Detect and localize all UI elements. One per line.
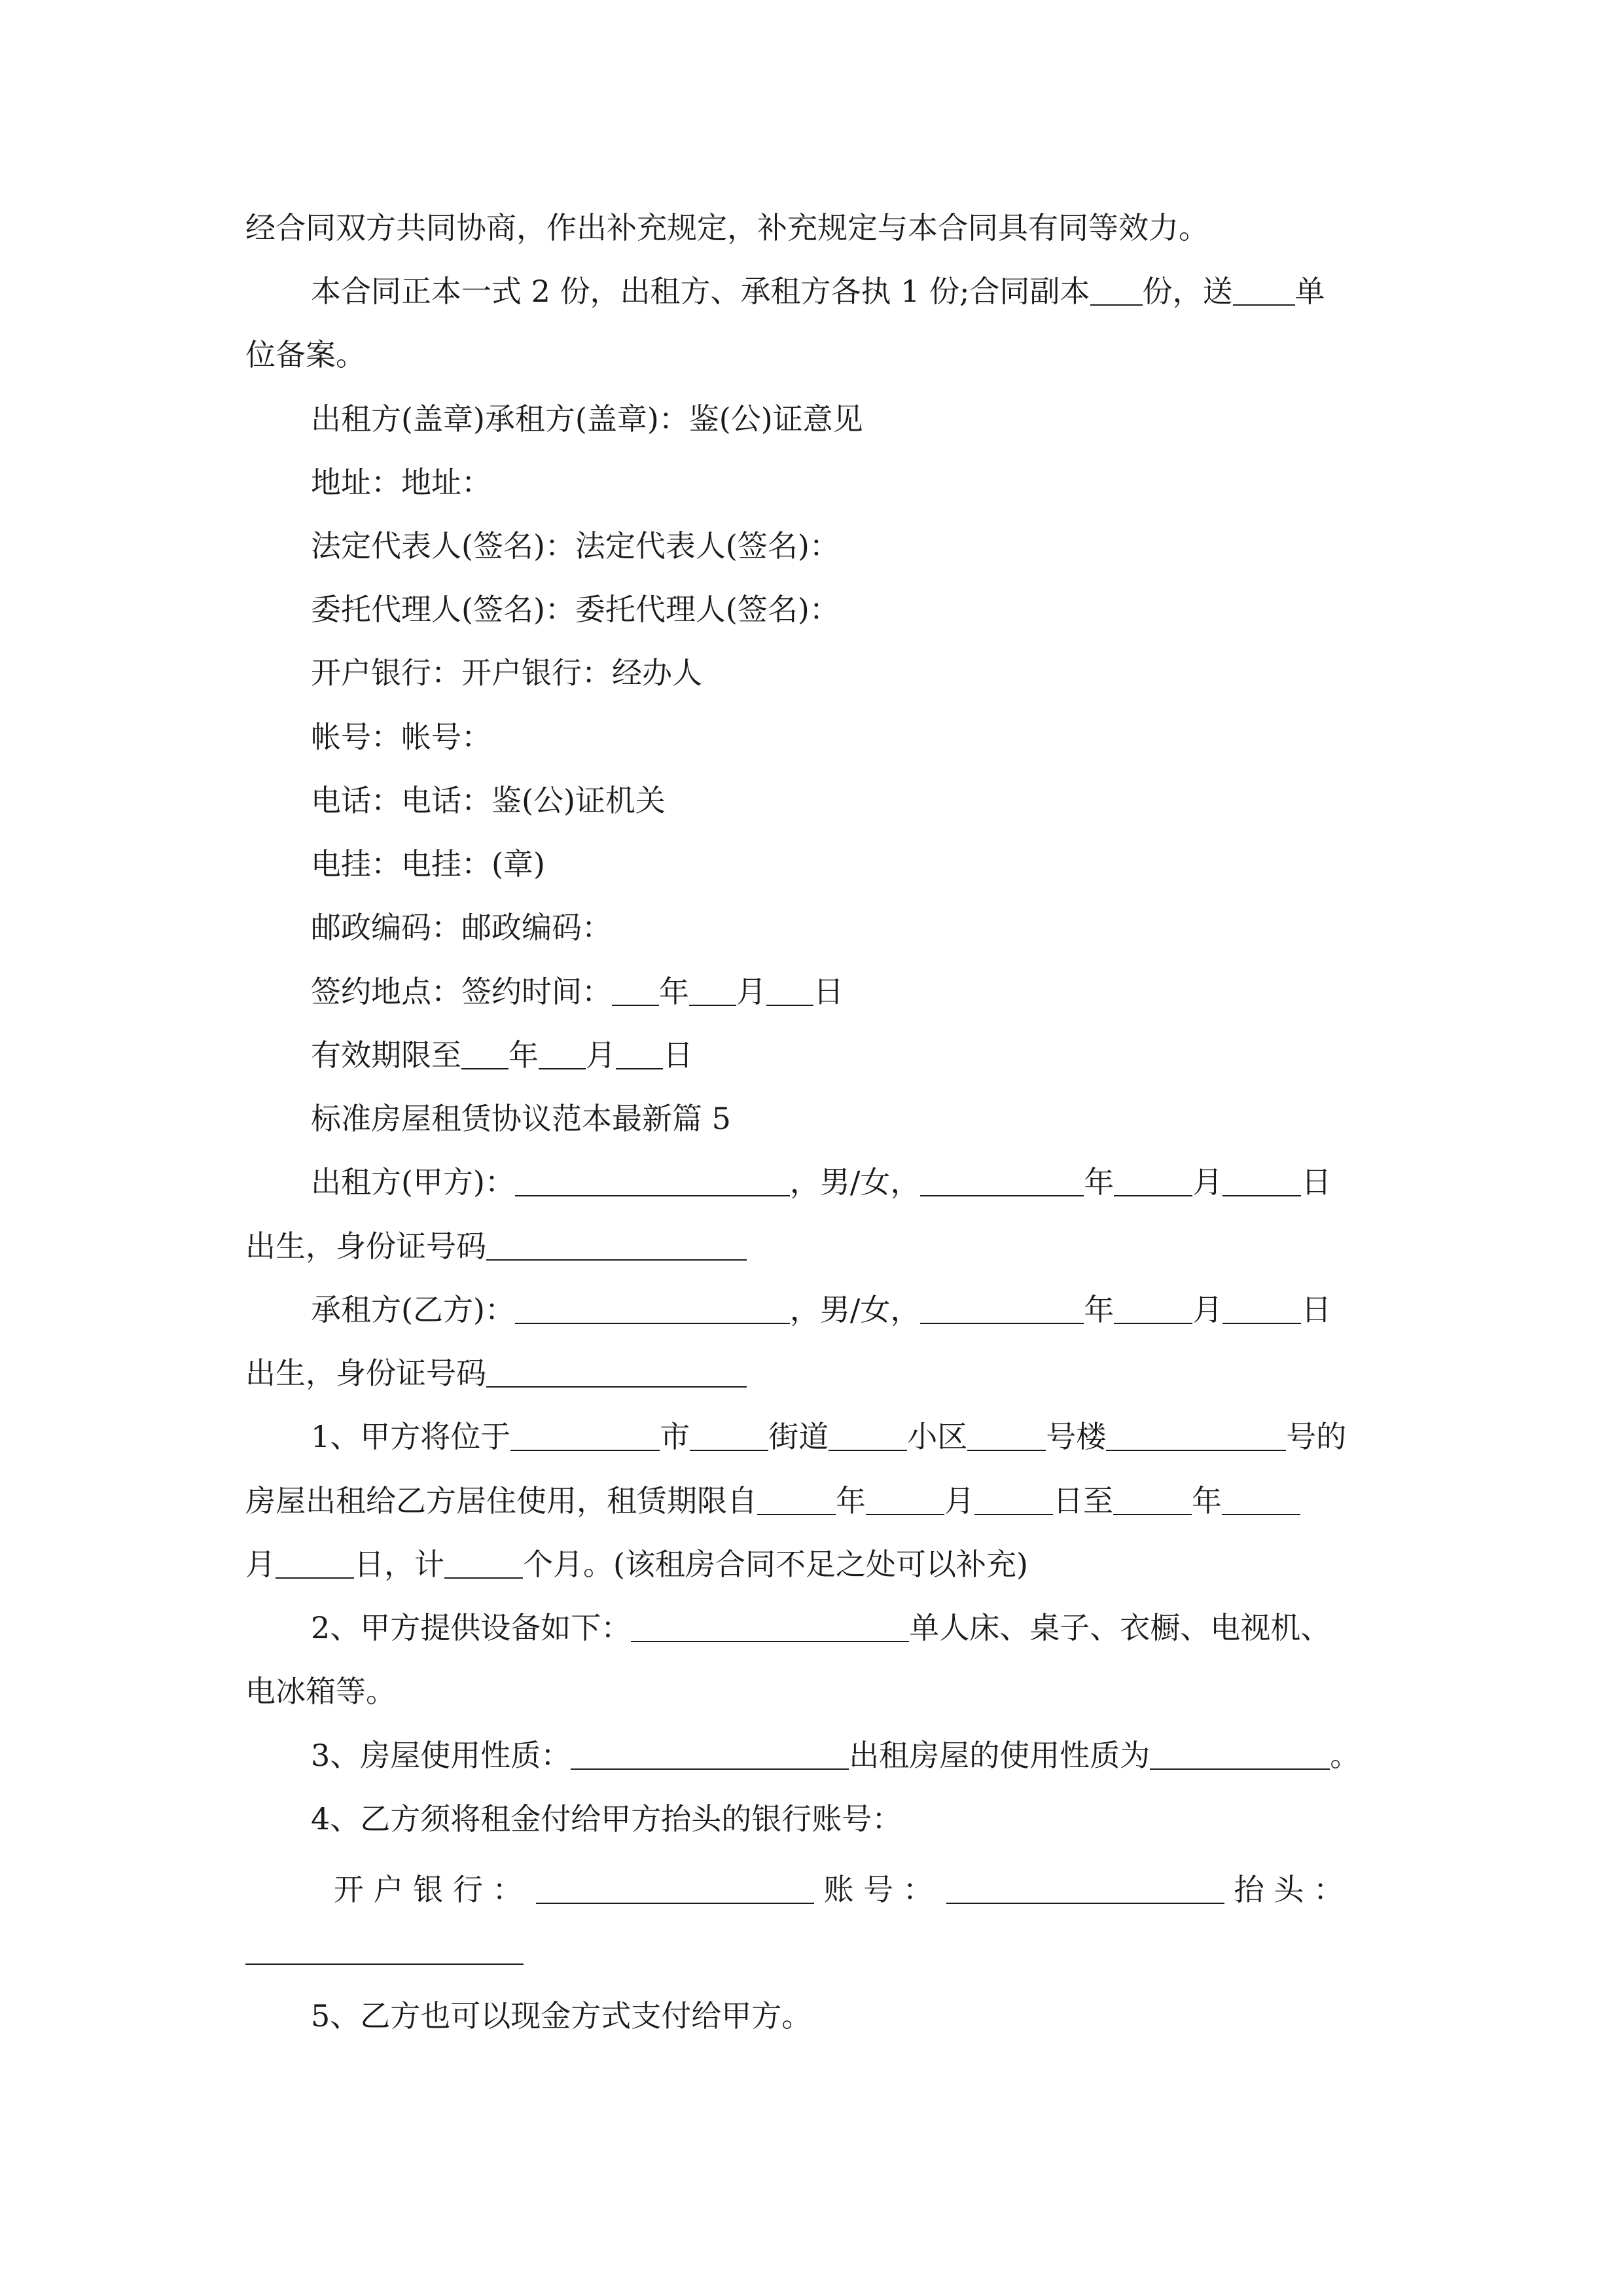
text: 出租方(甲方)： bbox=[311, 1164, 515, 1200]
fill-blank bbox=[690, 1420, 768, 1451]
paragraph-line bbox=[311, 1608, 1330, 1647]
fill-blank bbox=[515, 1293, 790, 1324]
paragraph-line bbox=[245, 335, 366, 374]
text: 月 bbox=[245, 1547, 276, 1582]
text: 日至 bbox=[1053, 1483, 1113, 1518]
text: 份，送 bbox=[1142, 274, 1233, 309]
paragraph-line bbox=[311, 526, 840, 565]
fill-blank bbox=[486, 1356, 747, 1388]
text: 年 bbox=[836, 1483, 866, 1518]
fill-blank bbox=[967, 1420, 1046, 1451]
text: 年 bbox=[1192, 1483, 1222, 1518]
text: 地址：地址： bbox=[311, 465, 491, 500]
fill-blank bbox=[510, 1420, 660, 1451]
text: 出租房屋的使用性质为 bbox=[849, 1738, 1150, 1773]
text: 单 bbox=[1294, 274, 1325, 309]
paragraph-line bbox=[311, 1996, 812, 2036]
text: 本合同正本一式 2 份，出租方、承租方各执 1 份;合同副本 bbox=[311, 274, 1090, 309]
text: 日 bbox=[813, 974, 844, 1009]
paragraph-line bbox=[245, 1354, 747, 1393]
paragraph-line bbox=[311, 1736, 1360, 1775]
text: 个月。(该租房合同不足之处可以补充) bbox=[523, 1547, 1028, 1582]
text: 帐号：帐号： bbox=[311, 719, 491, 755]
fill-blank bbox=[866, 1484, 944, 1515]
fill-blank bbox=[1222, 1484, 1300, 1515]
text: 日 bbox=[1301, 1292, 1332, 1327]
text: 号楼 bbox=[1046, 1419, 1107, 1454]
text: 标准房屋租赁协议范本最新篇 5 bbox=[311, 1101, 731, 1136]
fill-blank bbox=[757, 1484, 836, 1515]
text: 月 bbox=[586, 1037, 616, 1073]
fill-blank bbox=[612, 975, 659, 1006]
paragraph-line bbox=[245, 208, 1209, 247]
fill-blank bbox=[1222, 1293, 1301, 1324]
section-heading bbox=[311, 1099, 731, 1138]
text: 出租方(盖章)承租方(盖章)：鉴(公)证意见 bbox=[311, 401, 863, 437]
fill-blank bbox=[920, 1165, 1084, 1196]
fill-blank bbox=[1113, 1484, 1192, 1515]
fill-blank bbox=[920, 1293, 1084, 1324]
text: 月 bbox=[944, 1483, 974, 1518]
text: 承租方(乙方)： bbox=[311, 1292, 515, 1327]
paragraph-line bbox=[311, 908, 612, 947]
paragraph-line bbox=[311, 463, 491, 502]
fill-blank bbox=[766, 975, 813, 1006]
fill-blank bbox=[245, 1964, 524, 1965]
paragraph-line bbox=[311, 1162, 1331, 1202]
text: 出生，身份证号码 bbox=[245, 1229, 486, 1264]
text: 年 bbox=[1084, 1164, 1115, 1200]
text: 。 bbox=[1330, 1738, 1361, 1773]
text: 电冰箱等。 bbox=[245, 1674, 396, 1709]
text: 邮政编码：邮政编码： bbox=[311, 910, 612, 945]
text: 月 bbox=[1192, 1164, 1223, 1200]
paragraph-line bbox=[311, 653, 702, 692]
text: 开户银行：开户银行：经办人 bbox=[311, 655, 702, 691]
text: 5、乙方也可以现金方式支付给甲方。 bbox=[311, 1998, 812, 2034]
fill-blank bbox=[1090, 274, 1143, 306]
fill-blank bbox=[486, 1229, 747, 1261]
fill-blank bbox=[616, 1038, 663, 1069]
text: 街道 bbox=[768, 1419, 829, 1454]
text: 法定代表人(签名)：法定代表人(签名)： bbox=[311, 528, 840, 564]
fill-blank bbox=[689, 975, 736, 1006]
text: 年 bbox=[1084, 1292, 1115, 1327]
text: 委托代理人(签名)：委托代理人(签名)： bbox=[311, 592, 840, 627]
text: 小区 bbox=[907, 1419, 968, 1454]
text: 账 号 ： bbox=[823, 1872, 933, 1907]
text: 月 bbox=[736, 974, 766, 1009]
fill-blank bbox=[946, 1873, 1224, 1904]
fill-blank bbox=[444, 1547, 523, 1579]
fill-blank bbox=[1150, 1738, 1330, 1770]
text: 位备案。 bbox=[245, 337, 366, 372]
text: 签约地点：签约时间： bbox=[311, 974, 612, 1009]
text: 月 bbox=[1192, 1292, 1223, 1327]
text: 2、甲方提供设备如下： bbox=[311, 1610, 632, 1645]
paragraph-line bbox=[245, 1481, 1300, 1520]
fill-blank bbox=[1106, 1420, 1286, 1451]
text: 3、房屋使用性质： bbox=[311, 1738, 571, 1773]
text: 经合同双方共同协商，作出补充规定，补充规定与本合同具有同等效力。 bbox=[245, 210, 1209, 245]
text: 日 bbox=[663, 1037, 693, 1073]
text: 开 户 银 行 ： bbox=[334, 1872, 523, 1907]
paragraph-line bbox=[311, 844, 545, 884]
fill-blank bbox=[536, 1873, 814, 1904]
paragraph-line bbox=[334, 1870, 1344, 1909]
paragraph-line bbox=[311, 1035, 693, 1075]
paragraph-line bbox=[245, 1545, 1028, 1584]
fill-blank bbox=[631, 1611, 909, 1642]
fill-blank bbox=[1233, 274, 1295, 306]
text: 电话：电话：鉴(公)证机关 bbox=[311, 783, 666, 818]
paragraph-line bbox=[311, 1417, 1346, 1456]
fill-blank bbox=[829, 1420, 907, 1451]
fill-blank bbox=[571, 1738, 849, 1770]
paragraph-line bbox=[245, 1672, 396, 1711]
text: 号的 bbox=[1286, 1419, 1347, 1454]
text: 1、甲方将位于 bbox=[311, 1419, 511, 1454]
fill-blank bbox=[1222, 1165, 1301, 1196]
fill-blank bbox=[515, 1165, 790, 1196]
fill-blank bbox=[461, 1038, 508, 1069]
fill-blank bbox=[276, 1547, 354, 1579]
text: 出生，身份证号码 bbox=[245, 1355, 486, 1391]
text: 有效期限至 bbox=[311, 1037, 461, 1073]
text: 抬 头 ： bbox=[1234, 1872, 1344, 1907]
paragraph-line bbox=[311, 972, 844, 1011]
text: 日 bbox=[1301, 1164, 1332, 1200]
paragraph-line bbox=[245, 1227, 747, 1266]
paragraph-line bbox=[311, 590, 840, 629]
text: 4、乙方须将租金付给甲方抬头的银行账号： bbox=[311, 1801, 902, 1837]
fill-blank bbox=[1114, 1165, 1192, 1196]
paragraph-line bbox=[311, 717, 491, 757]
text: 市 bbox=[660, 1419, 690, 1454]
text: 单人床、桌子、衣橱、电视机、 bbox=[909, 1610, 1331, 1645]
paragraph-line bbox=[311, 1799, 902, 1839]
text: 日，计 bbox=[354, 1547, 444, 1582]
paragraph-line bbox=[311, 1290, 1331, 1329]
fill-blank bbox=[539, 1038, 586, 1069]
text: 电挂：电挂：(章) bbox=[311, 846, 545, 882]
paragraph-line bbox=[311, 781, 666, 820]
text: 年 bbox=[508, 1037, 539, 1073]
fill-blank bbox=[974, 1484, 1053, 1515]
text: ，男/女， bbox=[789, 1292, 921, 1327]
paragraph-line bbox=[311, 399, 863, 439]
paragraph-line bbox=[311, 272, 1325, 311]
text: ，男/女， bbox=[789, 1164, 921, 1200]
fill-blank bbox=[1114, 1293, 1192, 1324]
text: 年 bbox=[659, 974, 689, 1009]
text: 房屋出租给乙方居住使用，租赁期限自 bbox=[245, 1483, 757, 1518]
